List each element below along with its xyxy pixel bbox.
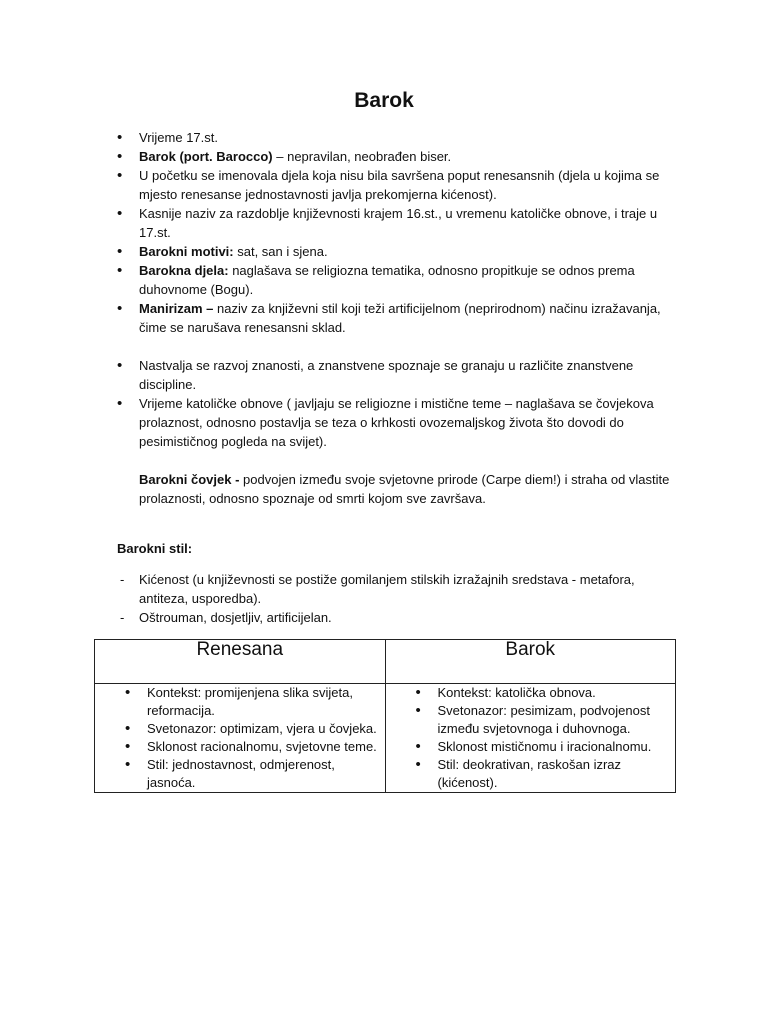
section-heading-barokni-stil: Barokni stil: [117, 541, 193, 556]
item-text: – nepravilan, neobrađen biser. [272, 149, 452, 164]
list-item: • Stil: jednostavnost, odmjerenost, jasnoća. [125, 756, 379, 792]
list-item [117, 147, 682, 166]
document-title: Barok [354, 89, 414, 112]
item-text: Vrijeme 17.st. [139, 130, 218, 145]
list-item [117, 242, 682, 261]
header-barok: Barok [385, 640, 676, 684]
main-bullet-list [117, 128, 682, 508]
list-item [117, 204, 682, 242]
item-bold: Barok (port. Barocco) [139, 149, 273, 164]
item-text: podvojen između svoje svjetovne prirode (Carpe diem!) i straha od vlastite prolaznosti, odnosno spoznaje od smrti kojom sve završava. [139, 472, 670, 506]
item-text: sat, san i sjena. [233, 244, 328, 259]
item-text: naziv za književni stil koji teži artificijelnom (neprirodnom) načinu izražavanja, čime se narušava renesansni sklad. [139, 301, 661, 335]
cell-barok [385, 684, 676, 793]
item-text: U početku se imenovala djela koja nisu bila savršena poput renesansnih (djela u kojima se mjesto renesanse jednostavnosti javlja prekomjerna kićenost). [139, 168, 660, 202]
list-item: • Sklonost mističnomu i iracionalnomu. [416, 738, 670, 756]
list-item: • Kontekst: promijenjena slika svijeta, reformacija. [125, 684, 379, 720]
item-text: naglašava se religiozna tematika, odnosno propitkuje se odnos prema duhovnome (Bogu). [139, 263, 635, 297]
item-bold: Barokni čovjek - [139, 472, 240, 487]
item-text: Kasnije naziv za razdoblje književnosti krajem 16.st., u vremenu katoličke obnove, i traje u 17.st. [139, 206, 658, 240]
list-item: - Oštrouman, dosjetljiv, artificijelan. [117, 608, 677, 627]
list-item [117, 166, 682, 204]
list-item [117, 128, 682, 147]
list-item: • Svetonazor: pesimizam, podvojenost između svjetovnoga i duhovnoga. [416, 702, 670, 738]
item-bold: Barokna djela: [139, 263, 229, 278]
barok-list [386, 684, 676, 792]
table-header-row [95, 640, 676, 684]
list-item: • Sklonost racionalnomu, svjetovne teme. [125, 738, 379, 756]
item-bold: Manirizam – [139, 301, 214, 316]
list-item [117, 299, 682, 337]
list-item: • Svetonazor: optimizam, vjera u čovjeka. [125, 720, 379, 738]
list-item: - Kićenost (u književnosti se postiže gomilanjem stilskih izražajnih sredstava - metafora, antiteza, usporedba). [117, 570, 677, 608]
stil-dash-list [117, 570, 677, 627]
item-text: Nastvalja se razvoj znanosti, a znanstvene spoznaje se granaju u različite znanstvene discipline. [139, 358, 634, 392]
item-bold: Barokni motivi: [139, 244, 234, 259]
item-text: Vrijeme katoličke obnove ( javljaju se religiozne i mistične teme – naglašava se čovjekova prolaznost, odnosno postavlja se teza o krhkosti ovozemaljskog života što dovodi do pesimističnog pogleda na svijet). [139, 396, 654, 449]
list-item: • Kontekst: katolička obnova. [416, 684, 670, 702]
renesansa-list [95, 684, 385, 792]
cell-renesansa [95, 684, 386, 793]
barokni-covjek-paragraph [117, 470, 682, 508]
comparison-table [94, 639, 676, 793]
list-item [117, 394, 682, 451]
list-item [117, 261, 682, 299]
list-item: • Stil: deokrativan, raskošan izraz (kićenost). [416, 756, 670, 792]
list-spacer [117, 337, 682, 356]
header-renesansa: Renesana [95, 640, 386, 684]
list-item [117, 356, 682, 394]
table-row [95, 684, 676, 793]
